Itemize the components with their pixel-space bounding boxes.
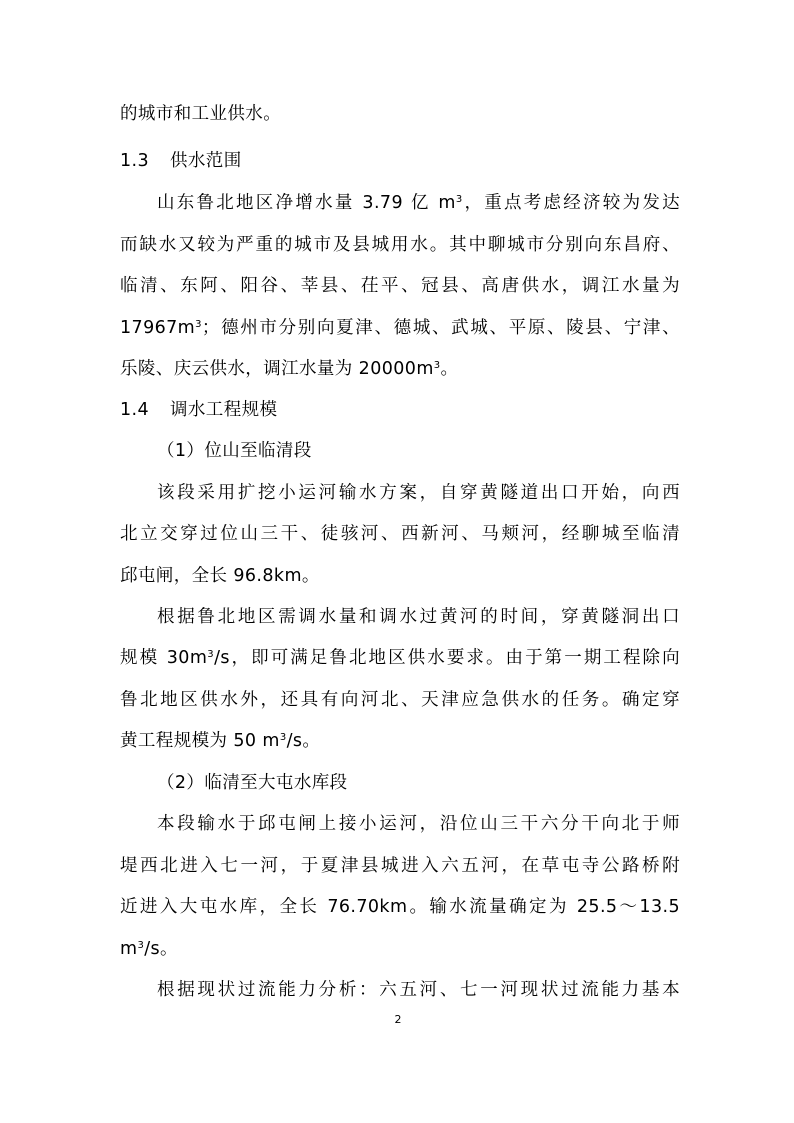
text-line xyxy=(120,895,680,919)
section-title: 调水工程规模 xyxy=(170,400,278,420)
text-line xyxy=(120,274,680,298)
text-line xyxy=(157,481,680,505)
text-line xyxy=(120,646,680,670)
text-span: ，重点考虑经济较为发达 xyxy=(462,193,680,213)
text-span: 的城市和工业供水。 xyxy=(120,104,282,124)
text-span: （1）位山至临清段 xyxy=(157,441,312,461)
text-span: 根据鲁北地区需调水量和调水过黄河的时间，穿黄隧洞出口 xyxy=(157,607,680,627)
text-span: ；德州市分别向夏津、德城、武城、平原、陵县、宁津、 xyxy=(201,318,680,338)
superscript: 3 xyxy=(195,319,202,330)
text-line xyxy=(120,688,680,712)
section-title: 供水范围 xyxy=(170,151,242,171)
subsection-heading xyxy=(157,439,717,463)
text-span: 本段输水于邱屯闸上接小运河，沿位山三干六分干向北于师 xyxy=(157,814,680,834)
text-line xyxy=(120,102,680,126)
superscript: 3 xyxy=(279,732,287,743)
superscript: 3 xyxy=(207,649,215,660)
text-span: 临清、东阿、阳谷、莘县、茌平、冠县、高唐供水，调江水量为 xyxy=(120,276,680,296)
text-line xyxy=(120,522,680,546)
text-span: 根据现状过流能力分析：六五河、七一河现状过流能力基本 xyxy=(157,980,680,1000)
text-span: /s，即可满足鲁北地区供水要求。由于第一期工程除向 xyxy=(214,648,680,668)
text-span: m xyxy=(120,939,138,959)
page-number: 2 xyxy=(394,1013,402,1026)
subsection-heading xyxy=(157,771,717,795)
text-line xyxy=(157,191,680,215)
text-span: 堤西北进入七一河，于夏津县城进入六五河，在草屯寺公路桥附 xyxy=(120,856,680,876)
text-line xyxy=(157,978,680,1002)
text-span: 邱屯闸，全长 96.8km。 xyxy=(120,566,320,586)
superscript: 3 xyxy=(137,940,145,951)
superscript: 3 xyxy=(455,194,463,205)
text-span: /s。 xyxy=(144,939,178,959)
section-number: 1.4 xyxy=(120,400,150,420)
text-span: 北立交穿过位山三干、徒骇河、西新河、马颊河，经聊城至临清 xyxy=(120,524,680,544)
text-line xyxy=(120,357,680,381)
superscript: 3 xyxy=(433,360,441,371)
text-span: 而缺水又较为严重的城市及县城用水。其中聊城市分别向东昌府、 xyxy=(120,235,680,255)
text-span: /s。 xyxy=(286,731,321,751)
text-line xyxy=(157,605,680,629)
text-line xyxy=(120,937,680,961)
text-line xyxy=(157,812,680,836)
text-line xyxy=(120,316,680,340)
text-span: 乐陵、庆云供水，调江水量为 20000m xyxy=(120,359,434,379)
text-span: （2）临清至大屯水库段 xyxy=(157,773,348,793)
text-line xyxy=(120,233,680,257)
text-span: 规模 30m xyxy=(120,648,208,668)
text-span: 17967m xyxy=(120,318,196,338)
section-heading-1-4 xyxy=(120,398,680,422)
text-span: 山东鲁北地区净增水量 3.79 亿 m xyxy=(157,193,456,213)
text-span: 黄工程规模为 50 m xyxy=(120,731,280,751)
text-line xyxy=(120,564,680,588)
text-span: 。 xyxy=(440,359,459,379)
section-heading-1-3 xyxy=(120,149,680,173)
text-line xyxy=(120,854,680,878)
text-span: 鲁北地区供水外，还具有向河北、天津应急供水的任务。确定穿 xyxy=(120,690,680,710)
text-line xyxy=(120,729,680,753)
text-span: 该段采用扩挖小运河输水方案，自穿黄隧道出口开始，向西 xyxy=(157,483,680,503)
section-number: 1.3 xyxy=(120,151,150,171)
text-span: 近进入大屯水库，全长 76.70km。输水流量确定为 25.5～13.5 xyxy=(120,897,680,917)
